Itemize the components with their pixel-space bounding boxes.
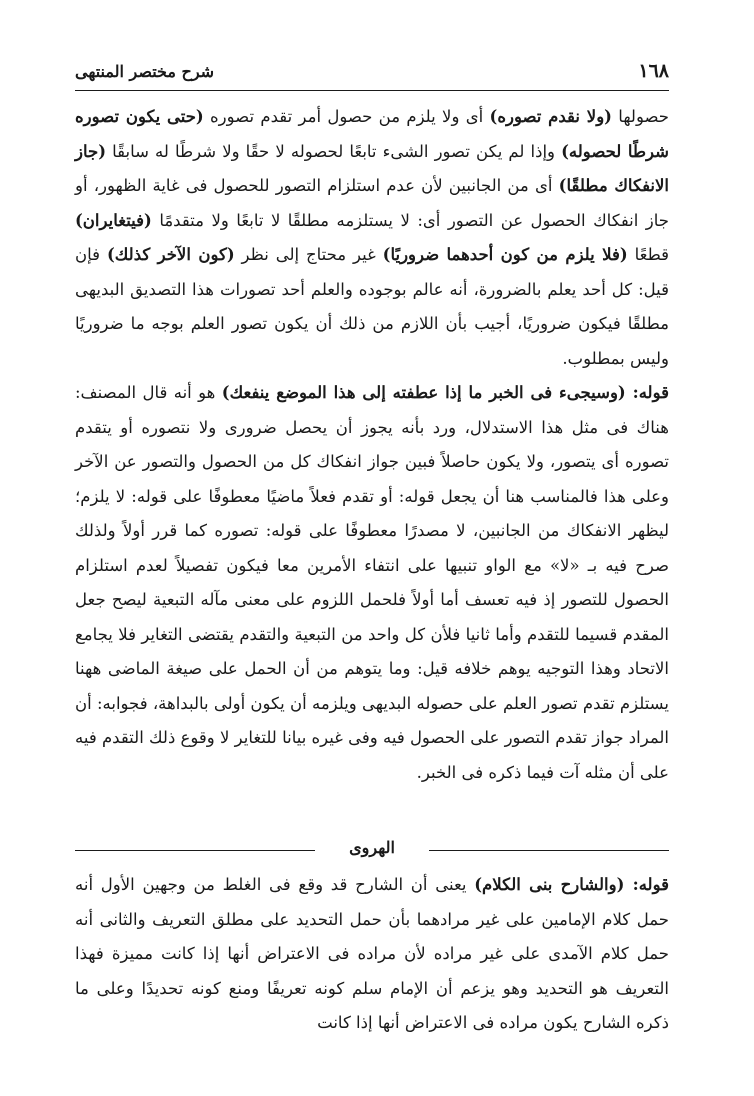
text-span: حصولها <box>611 107 669 126</box>
paragraph-3 <box>75 868 669 1041</box>
bold-quote-span: قوله: <box>625 383 669 402</box>
text-span: أى ولا يلزم من حصول أمر تقدم تصوره <box>203 107 490 126</box>
commentary-block-harawi <box>75 868 669 1041</box>
text-span: وإذا لم يكن تصور الشىء تابعًا لحصوله لا حقًا ولا شرطًا له سابقًا <box>106 141 562 161</box>
paragraph-2 <box>75 376 669 790</box>
bold-quote-span: قوله: (والشارح بنى الكلام) <box>474 875 669 894</box>
paragraph-1 <box>75 100 669 376</box>
text-span: فإن قيل: كل أحد يعلم بالضرورة، أنه عالم بوجوده والعلم أحد تصورات هذا التصديق البديهى مطلقًا فيكون ضروريًا، أجيب بأن اللازم من ذلك أن يكون تصور العلم بوجه ما ضروريًا وليس بمطلوب. <box>75 245 669 368</box>
page-number: ١٦٨ <box>638 60 669 82</box>
section-label: الهروى <box>349 838 395 857</box>
section-divider <box>75 838 669 862</box>
bold-quote-span: (وسيجىء فى الخبر ما إذا عطفته إلى هذا الموضع ينفعك) <box>221 383 626 402</box>
text-span: أى من الجانبين لأن عدم استلزام التصور للحصول فى غاية الظهور، أو جاز انفكاك الحصول عن التصور أى: لا يستلزمه مطلقًا لا تابعًا ولا متقدمًا <box>75 176 669 230</box>
divider-rule-right <box>429 850 669 851</box>
text-span: هو أنه قال المصنف: هناك فى مثل هذا الاستدلال، ورد بأنه يجوز أن يحصل ضرورى ولا نتصوره أو يتقدم تصوره أى يتصور، ولا يكون حاصلاً فبين جواز انفكاك كل من الحصول والتصور عن الآخر وعلى هذا فالمناسب هنا أن يجعل قوله: أو تقدم فعلاً ماضيًا معطوفًا على قوله: لا يلزم؛ ليظهر الانفكاك من الجانبين، لا مصدرًا معطوفًا على قوله: تصوره كما قرر أولاً ولذلك صرح فيه بـ «لا» مع الواو تنبيها على انتفاء الأمرين معا فيكون تفصيلاً لعدم استلزام الحصول للتصور إذ فيه تعسف أما أولاً فلحمل اللزوم على معنى مآله التبعية ليصح جعل المقدم قسيما للتقدم وأما ثانيا فلأن كل واحد من التبعية والتقدم يقتضى التغاير فلا يجامع الاتحاد وهذا التوجيه يوهم خلافه قيل: وما يتوهم من أن الحمل على صيغة الماضى ههنا يستلزم تقدم تصور العلم على حصوله البديهى ويلزمه أن يكون أولى بالبداهة، فجوابه: أن المراد جواز تقدم التصور على الحصول فيه وفى غيره بيانا للتغاير لا وقوع ذلك التقدم فيه على أن مثله آت فيما ذكره فى الخبر. <box>75 383 669 782</box>
commentary-block-main <box>75 100 669 790</box>
bold-quote-span: (فلا يلزم من كون أحدهما ضروريًا) <box>382 245 628 264</box>
bold-quote-span: (فيتغايران) <box>75 210 152 230</box>
text-span: يعنى أن الشارح قد وقع فى الغلط من وجهين الأول أنه حمل كلام الإمامين على غير مرادهما بأن حمل التحديد على مطلق التعريف والثانى أنه حمل كلام الآمدى على غير مراده لأن مراده فى الاعتراض أنها إذا كانت مميزة فهذا التعريف هو التحديد وهو يزعم أن الإمام سلم كونه تعريفًا ومنع كونه تحديدًا وعلى ما ذكره الشارح يكون مراده فى الاعتراض أنها إذا كانت <box>75 875 669 1032</box>
bold-quote-span: (كون الآخر كذلك) <box>106 245 235 264</box>
text-span: غير محتاج إلى نظر <box>234 245 383 264</box>
bold-quote-span: (جاز الانفكاك مطلقًا) <box>75 141 670 195</box>
bold-quote-span: (حتى يكون تصوره شرطًا لحصوله) <box>75 107 669 161</box>
page-header <box>75 58 669 91</box>
bold-quote-span: (ولا نقدم تصوره) <box>489 107 612 126</box>
book-title: شرح مختصر المنتهى <box>75 62 215 81</box>
text-span: قطعًا <box>627 245 670 264</box>
divider-rule-left <box>75 850 315 851</box>
